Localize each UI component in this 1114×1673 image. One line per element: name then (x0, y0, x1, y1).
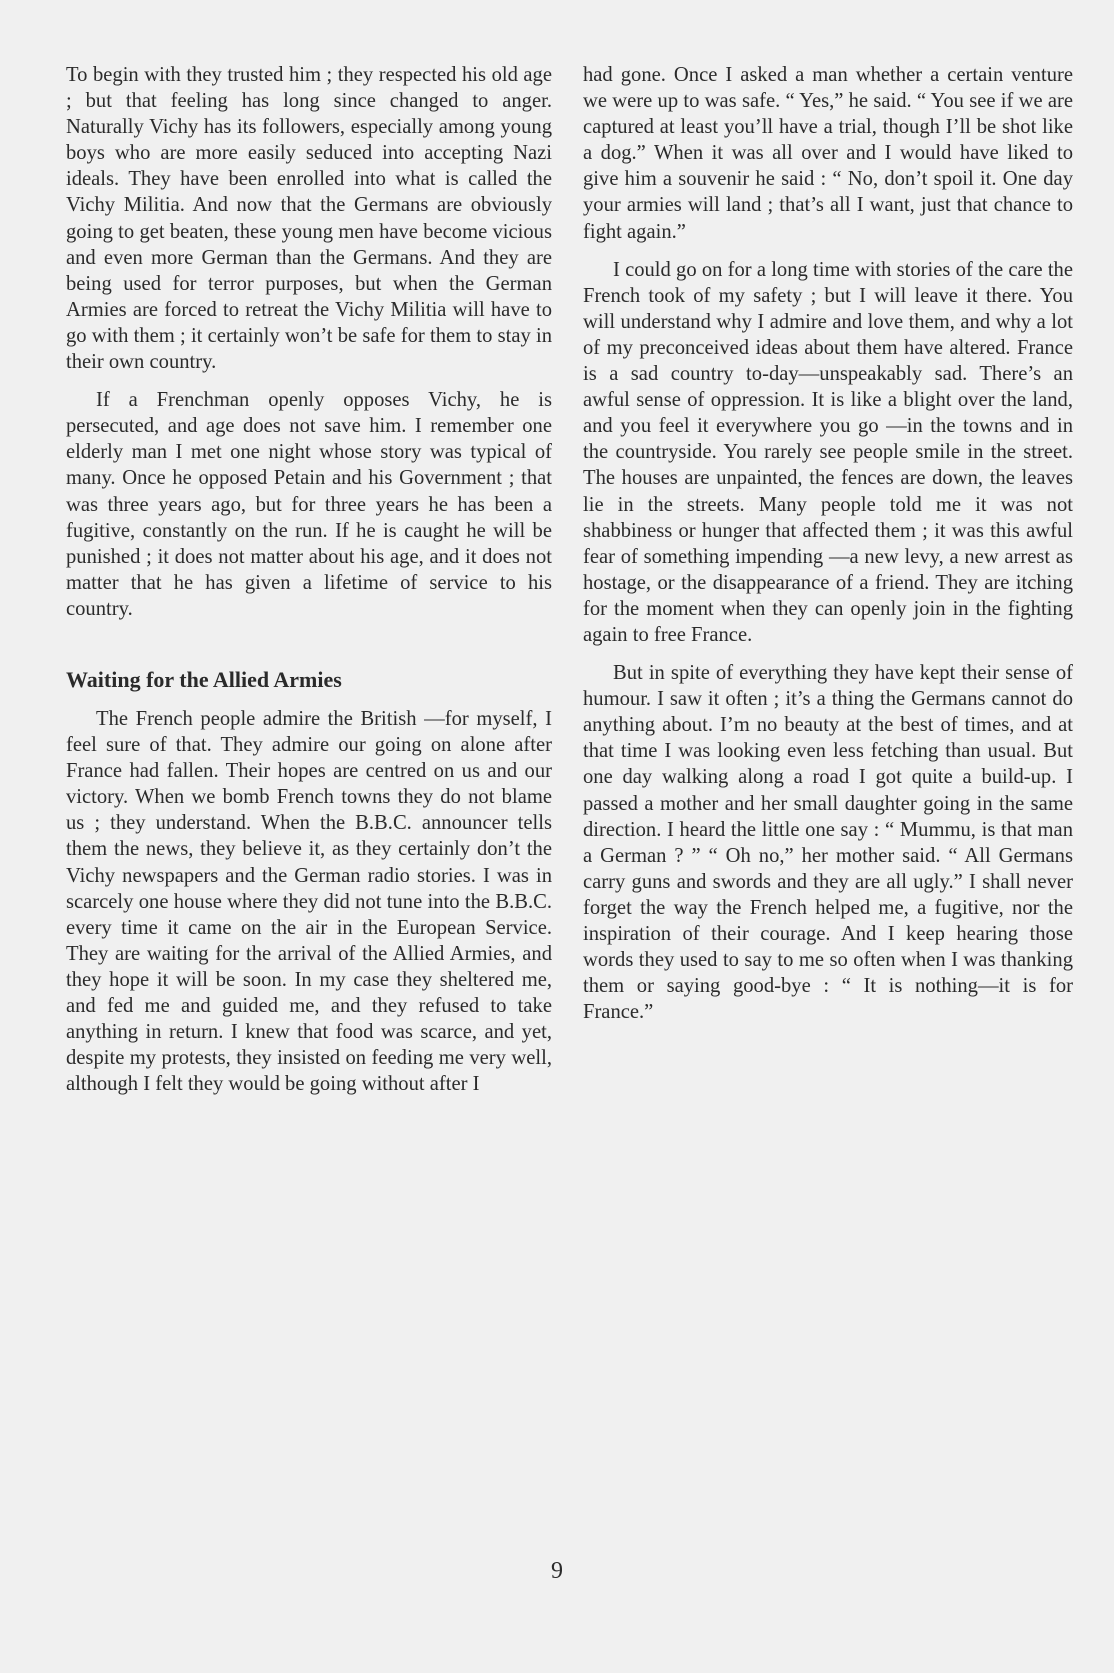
right-column (583, 62, 1073, 1025)
right-paragraph-3: But in spite of everything they have kept their sense of humour. I saw it often ; it’s a thing the Germans cannot do anything about. I’m no beauty at the best of times, and at that time I was looking even less fetching than usual. But one day walking along a road I got quite a build-up. I passed a mother and her small daughter going in the same direction. I heard the little one say : “ Mummu, is that man a German ? ” “ Oh no,” her mother said. “ All Germans carry guns and swords and they are all ugly.” I shall never forget the way the French helped me, a fugitive, nor the inspiration of their courage. And I keep hearing those words they used to say to me so often when I was thanking them or saying good-bye : “ It is nothing—it is for France.” (583, 662, 1073, 1024)
page-number: 9 (551, 1558, 563, 1584)
section-heading: Waiting for the Allied Armies (66, 666, 342, 692)
right-paragraph-2: I could go on for a long time with stories of the care the French took of my safety ; but I will leave it there. You will understand why I admire and love them, and why a lot of my preconceived ideas about them have altered. France is a sad country to-day—unspeakably sad. There’s an awful sense of oppression. It is like a blight over the land, and you feel it everywhere you go —in the towns and in the countryside. You rarely see people smile in the street. The houses are unpainted, the fences are down, the leaves lie in the streets. Many people told me it was not shabbiness or hunger that affected them ; it was this awful fear of something impending —a new levy, a new arrest as hostage, or the disappearance of a friend. They are itching for the moment when they can openly join in the fighting again to free France. (583, 258, 1073, 646)
left-paragraph-3: The French people admire the British —for myself, I feel sure of that. They admire our going on alone after France had fallen. Their hopes are centred on us and our victory. When we bomb French towns they do not blame us ; they understand. When the B.B.C. announcer tells them the news, they believe it, as they certainly don’t the Vichy newspapers and the German radio stories. I was in scarcely one house where they did not tune into the B.B.C. every time it came on the air in the European Service. They are waiting for the arrival of the Allied Armies, and they hope it will be soon. In my case they sheltered me, and fed me and guided me, and they refused to take anything in return. I knew that food was scarce, and yet, despite my protests, they insisted on feeding me very well, although I felt they would be going without after I (66, 707, 552, 1096)
left-paragraph-2: If a Frenchman openly opposes Vichy, he is persecuted, and age does not save him. I remember one elderly man I met one night whose story was typical of many. Once he opposed Petain and his Government ; that was three years ago, but for three years he has been a fugitive, constantly on the run. If he is caught he will be punished ; it does not matter about his age, and it does not matter that he has given a lifetime of service to his country. (66, 389, 552, 620)
right-paragraph-1: had gone. Once I asked a man whether a certain venture we were up to was safe. “ Yes,” he said. “ You see if we are captured at least you’ll have a trial, though I’ll be shot like a dog.” When it was all over and I would have liked to give him a souvenir he said : “ No, don’t spoil it. One day your armies will land ; that’s all I want, just that chance to fight again.” (583, 64, 1073, 243)
left-paragraph-1: To begin with they trusted him ; they respected his old age ; but that feeling has long since changed to anger. Naturally Vichy has its followers, especially among young boys who are more easily seduced into accepting Nazi ideals. They have been enrolled into what is called the Vichy Militia. And now that the Germans are obviously going to get beaten, these young men have become vicious and even more German than the Germans. And they are being used for terror purposes, but when the German Armies are forced to retreat the Vichy Militia will have to go with them ; it certainly won’t be safe for them to stay in their own country. (66, 64, 552, 374)
left-column (66, 62, 552, 1097)
